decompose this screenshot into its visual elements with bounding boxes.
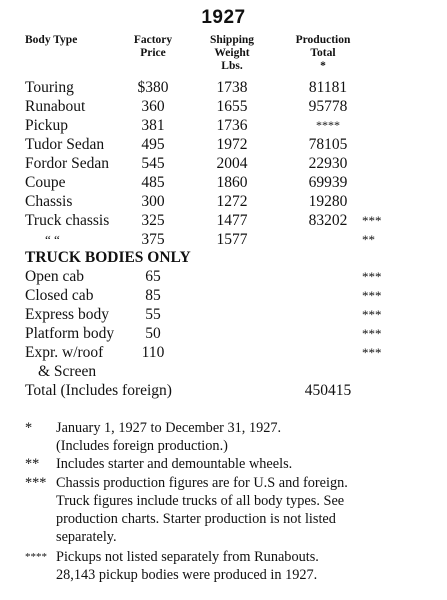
cell-body-type: Touring — [25, 79, 74, 96]
cell-production: 81181 — [308, 79, 348, 96]
cell-weight: 1577 — [216, 231, 248, 248]
cell-production: 95778 — [308, 98, 348, 115]
header-prod-line: * — [320, 60, 326, 72]
cell-price: 65 — [145, 268, 161, 285]
cell-weight: 1738 — [216, 79, 248, 96]
cell-price: 545 — [141, 155, 165, 172]
header-factory-price — [112, 34, 194, 60]
table-row — [0, 116, 447, 135]
cell-weight: 1736 — [216, 117, 248, 134]
cell-price: 85 — [145, 287, 161, 304]
table-row — [0, 154, 447, 173]
cell-production: 22930 — [308, 155, 348, 172]
footnote-line: separately. — [56, 529, 117, 545]
cell-note: *** — [362, 307, 382, 322]
header-shipping-weight — [196, 34, 268, 73]
table-row — [0, 343, 447, 362]
cell-production: **** — [316, 118, 340, 132]
cell-body-type: Expr. w/roof — [25, 344, 104, 361]
header-weight-line: Weight — [214, 47, 250, 59]
header-prod-line: Production — [295, 34, 351, 46]
cell-body-type: Open cab — [25, 268, 84, 285]
cell-note: *** — [362, 213, 382, 228]
header-weight-line: Shipping — [209, 34, 255, 46]
table-row — [0, 173, 447, 192]
cell-production: 19280 — [308, 193, 348, 210]
cell-weight: 1655 — [216, 98, 248, 115]
header-price-line: Factory — [133, 34, 173, 46]
cell-price: 110 — [141, 344, 165, 361]
table-row — [0, 305, 447, 324]
header-weight-line: Lbs. — [221, 60, 243, 72]
section-heading-truck-bodies: TRUCK BODIES ONLY — [25, 249, 191, 266]
footnote-line: (Includes foreign production.) — [56, 438, 228, 454]
cell-production: 78105 — [308, 136, 348, 153]
cell-price: 55 — [145, 306, 161, 323]
cell-body-type: Coupe — [25, 174, 66, 191]
header-prod-line: Total — [310, 47, 336, 59]
table-row — [0, 267, 447, 286]
footnote-mark: *** — [25, 475, 47, 491]
table-row — [0, 192, 447, 211]
table-row — [0, 135, 447, 154]
cell-production: 69939 — [308, 174, 348, 191]
table-row — [0, 324, 447, 343]
footnote-line: Includes starter and demountable wheels. — [56, 456, 293, 472]
cell-body-type: Tudor Sedan — [25, 136, 105, 153]
total-value: 450415 — [304, 382, 352, 399]
total-row — [0, 381, 447, 400]
footnote-line: Pickups not listed separately from Runabouts. — [56, 549, 319, 565]
cell-price: 375 — [141, 231, 165, 248]
cell-weight: 1860 — [216, 174, 248, 191]
table-row — [0, 78, 447, 97]
cell-price: $380 — [137, 79, 169, 96]
cell-body-type: Truck chassis — [25, 212, 110, 229]
cell-note: *** — [362, 269, 382, 284]
header-body-type: Body Type — [25, 34, 78, 46]
cell-production: 83202 — [308, 212, 348, 229]
cell-note: *** — [362, 288, 382, 303]
cell-note: *** — [362, 345, 382, 360]
footnote-mark: ** — [25, 456, 40, 472]
total-label: Total (Includes foreign) — [25, 382, 172, 399]
cell-body-type: Pickup — [25, 117, 69, 134]
footnote-line: 28,143 pickup bodies were produced in 1927. — [56, 567, 318, 583]
table-row — [0, 230, 447, 249]
cell-body-type: Fordor Sedan — [25, 155, 109, 172]
cell-price: 325 — [141, 212, 165, 229]
header-production-total — [282, 34, 364, 73]
cell-body-type: “ “ — [45, 232, 60, 247]
cell-note: *** — [362, 326, 382, 341]
cell-weight: 1477 — [216, 212, 248, 229]
cell-body-type: Runabout — [25, 98, 86, 115]
cell-body-type: Chassis — [25, 193, 73, 210]
cell-body-type: Platform body — [25, 325, 115, 342]
table-row — [0, 286, 447, 305]
table-year-title: 1927 — [201, 7, 246, 28]
cell-body-type: Express body — [25, 306, 109, 323]
table-row — [0, 211, 447, 230]
cell-weight: 2004 — [216, 155, 248, 172]
cell-price: 360 — [141, 98, 165, 115]
cell-weight: 1272 — [216, 193, 248, 210]
cell-price: 495 — [141, 136, 165, 153]
footnote-line: Chassis production figures are for U.S and foreign. — [56, 475, 348, 491]
cell-price: 381 — [141, 117, 165, 134]
cell-price: 300 — [141, 193, 165, 210]
cell-weight: 1972 — [216, 136, 248, 153]
cell-note: ** — [362, 232, 375, 247]
table-row — [0, 97, 447, 116]
footnote-line: Truck figures include trucks of all body types. See — [56, 493, 345, 509]
footnote-line: production charts. Starter production is not listed — [56, 511, 336, 527]
table-row-continuation — [0, 362, 447, 381]
header-price-line: Price — [140, 47, 166, 59]
cell-body-type-continued: & Screen — [38, 363, 97, 380]
footnote-mark: * — [25, 420, 33, 436]
cell-body-type: Closed cab — [25, 287, 94, 304]
cell-price: 485 — [141, 174, 165, 191]
footnote-mark: **** — [25, 551, 47, 563]
footnote-line: January 1, 1927 to December 31, 1927. — [56, 420, 282, 436]
cell-price: 50 — [145, 325, 161, 342]
